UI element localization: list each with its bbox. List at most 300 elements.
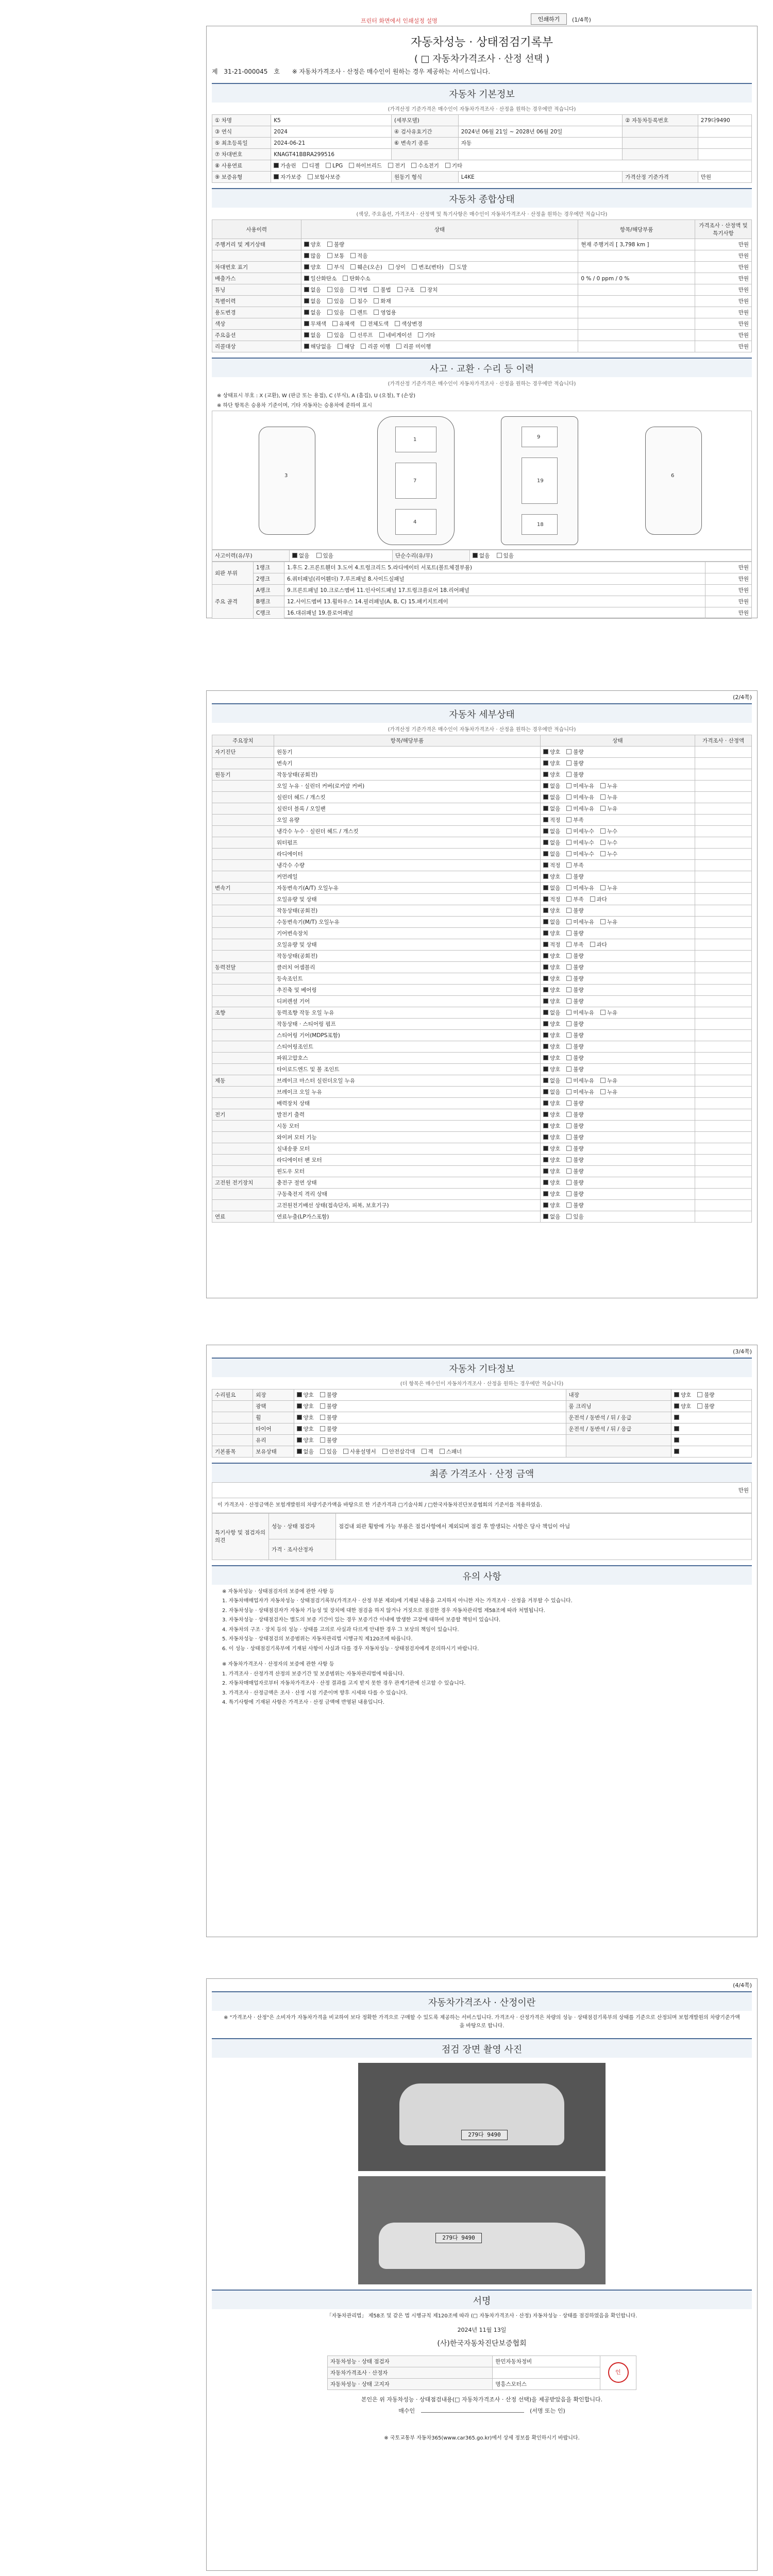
engine-label: 원동기 형식	[391, 172, 458, 183]
label-1: 1	[413, 437, 417, 443]
detail-item: 디퍼렌셜 기어	[274, 996, 541, 1007]
checkbox-icon	[566, 942, 572, 947]
checkbox-icon	[297, 1426, 302, 1431]
detail-price	[695, 849, 752, 860]
other-item: 유리	[253, 1435, 294, 1446]
detail-price	[695, 1189, 752, 1200]
detail-item: 실린더 블록 / 오일팬	[274, 803, 541, 815]
rank-items: 12.사이드멤버 13.휠하우스 14.필러패널(A, B, C) 15.패키지트레이	[284, 596, 705, 607]
basic-cell: KNAGT41BBRA299516	[271, 149, 392, 160]
checkbox-icon	[304, 276, 309, 281]
basic-cell: ⑥ 변속기 종류	[391, 138, 458, 149]
checkbox-icon	[600, 794, 606, 800]
detail-device: 원동기	[212, 769, 274, 781]
detail-status: 양호 불량	[541, 1166, 695, 1177]
checkbox-icon	[389, 264, 394, 269]
detail-device	[212, 792, 274, 803]
detail-device	[212, 849, 274, 860]
detail-device	[212, 1189, 274, 1200]
summary-detail	[578, 296, 695, 307]
page-2-counter: (2/4쪽)	[733, 694, 752, 701]
detail-status: 없음 미세누유 누유	[541, 1007, 695, 1019]
detail-status: 양호 불량	[541, 1155, 695, 1166]
detail-item: 실내송풍 모터	[274, 1143, 541, 1155]
notice-line: 4. 자동차의 구조 · 장치 등의 성능 · 상태를 고의로 사실과 다르게 안내한 경우 그 보상의 책임이 있습니다.	[222, 1626, 459, 1633]
signer-notifier-label: 자동차성능 · 상태 고지자	[328, 2378, 493, 2389]
checkbox-icon	[297, 1415, 302, 1420]
checkbox-icon	[379, 332, 384, 337]
checkbox-icon	[349, 163, 354, 168]
checkbox-icon	[600, 840, 606, 845]
summary-status: 양호 불량	[301, 239, 578, 250]
car-damage-diagram	[212, 411, 752, 550]
checkbox-icon	[543, 1089, 548, 1094]
detail-status: 양호 불량	[541, 1109, 695, 1121]
detail-status: 양호 불량	[541, 1064, 695, 1075]
detail-price	[695, 871, 752, 883]
notice-line: 2. 자동차성능 · 상태점검자가 자동차 기능성 및 장치에 대한 점검을 하지 않거나 거짓으로 점검한 경우 자동차관리법 제58조에 따라 처벌됩니다.	[222, 1607, 545, 1614]
checkbox-icon	[543, 1055, 548, 1060]
detail-status: 없음 미세누유 누유	[541, 883, 695, 894]
detail-item: 라디에이터	[274, 849, 541, 860]
checkbox-icon	[566, 1202, 572, 1208]
checkbox-icon	[445, 163, 450, 168]
notice-line: 5. 자동차성능 · 상태점검의 보증범위는 자동차관리법 시행규칙 제120조에 따릅니다.	[222, 1636, 413, 1642]
checkbox-icon	[320, 1449, 325, 1454]
checkbox-icon	[543, 760, 548, 766]
warranty-options: 자가보증 보험사보증	[271, 172, 392, 183]
accident-note: (가격산정 기준가격은 매수인이 자동차가격조사 · 산정을 원하는 경우에만 적습니다)	[388, 381, 576, 387]
checkbox-icon	[543, 749, 548, 754]
fuel-label: ⑧ 사용연료	[212, 160, 271, 172]
checkbox-icon	[543, 964, 548, 970]
checkbox-icon	[543, 942, 548, 947]
license-plate: 279다 9490	[461, 2130, 508, 2140]
other-item-2: 룸 크리닝	[566, 1401, 671, 1412]
detail-price	[695, 1098, 752, 1109]
detail-price	[695, 826, 752, 837]
detail-device	[212, 996, 274, 1007]
notice-line: ※ 자동차가격조사 · 산정자의 보증에 관한 사항 등	[222, 1662, 334, 1667]
other-group: 기본품목	[212, 1446, 253, 1458]
detail-status: 양호 불량	[541, 769, 695, 781]
other-item-2: 운전석 / 동반석 / 뒤 / 응급	[566, 1412, 671, 1423]
other-info-title: 자동차 기타정보	[212, 1358, 752, 1377]
summary-detail	[578, 307, 695, 318]
checkbox-icon	[327, 310, 332, 315]
checkbox-icon	[566, 817, 572, 822]
special-note-label: 특기사항 및 점검자의 의견	[212, 1513, 269, 1560]
checkbox-icon	[543, 1032, 548, 1038]
detail-price	[695, 758, 752, 769]
checkbox-icon	[566, 1157, 572, 1162]
detail-device	[212, 871, 274, 883]
checkbox-icon	[327, 264, 332, 269]
detail-device	[212, 758, 274, 769]
detail-price	[695, 951, 752, 962]
other-item: 광택	[253, 1401, 294, 1412]
detail-device	[212, 928, 274, 939]
detail-device	[212, 1132, 274, 1143]
checkbox-icon	[543, 862, 548, 868]
detail-price	[695, 894, 752, 905]
checkbox-icon	[566, 987, 572, 992]
checkbox-icon	[304, 298, 309, 303]
summary-detail	[578, 341, 695, 352]
checkbox-icon	[566, 1032, 572, 1038]
detail-device	[212, 1087, 274, 1098]
notice-body	[212, 1585, 752, 1658]
checkbox-icon	[566, 772, 572, 777]
detail-status: 양호 불량	[541, 1200, 695, 1211]
explain-text: ※ "가격조사 · 산정"은 소비자가 자동차가격을 비교하여 보다 정확한 가격으로 구매할 수 있도록 제공하는 서비스입니다. 가격조사 · 산정가격은 차량의 성능 · 상태점검기록부의 상태를 기준으로 산정되며 보험개발원의 차량기준가액을 바탕으로 합니다.	[224, 2015, 740, 2029]
rank-items: 16.대쉬패널 19.플로어패널	[284, 607, 705, 619]
notice-line: 3. 자동차성능 · 상태점검자는 별도의 보증 기간이 있는 경우 보증기간 이내에 발생한 고장에 대하여 보증할 책임이 있습니다.	[222, 1617, 501, 1623]
checkbox-icon	[566, 1100, 572, 1106]
signer-inspector-label: 자동차성능 · 상태 점검자	[328, 2355, 493, 2367]
label-9: 9	[537, 434, 541, 440]
detail-device	[212, 815, 274, 826]
detail-item: 타이로드엔드 및 볼 조인트	[274, 1064, 541, 1075]
basic-cell: 2024	[271, 126, 392, 138]
checkbox-icon	[388, 163, 393, 168]
checkbox-icon	[543, 874, 548, 879]
checkbox-icon	[600, 851, 606, 856]
rank-price: 만원	[705, 573, 752, 585]
detail-price	[695, 917, 752, 928]
price-inspector-opinion	[336, 1539, 752, 1560]
label-3: 3	[284, 473, 288, 479]
checkbox-icon	[543, 828, 548, 834]
checkbox-icon	[397, 287, 402, 292]
page-4-counter: (4/4쪽)	[733, 1982, 752, 1989]
basic-cell: 279다9490	[698, 115, 751, 126]
final-price-title: 최종 가격조사 · 산정 금액	[212, 1463, 752, 1482]
detail-device: 변속기	[212, 883, 274, 894]
checkbox-icon	[566, 749, 572, 754]
rank-table	[212, 562, 752, 619]
detail-status: 양호 불량	[541, 1098, 695, 1109]
summary-price: 만원	[695, 250, 752, 262]
checkbox-icon	[543, 817, 548, 822]
engine-value: L4KE	[458, 172, 623, 183]
notice-title: 유의 사항	[212, 1565, 752, 1585]
checkbox-icon	[543, 1044, 548, 1049]
checkbox-icon	[418, 332, 423, 337]
checkbox-icon	[374, 310, 379, 315]
checkbox-icon	[412, 264, 417, 269]
number-value: 31-21-000045	[224, 68, 268, 75]
checkbox-icon	[304, 332, 309, 337]
detail-item: 자동변속기(A/T) 오일누유	[274, 883, 541, 894]
notice-line: 1. 자동차매매업자가 자동차성능 · 상태점검기록부(가격조사 · 산정 부분 제외)에 기재된 내용을 고지하지 아니한 자는 가격조사 · 산정을 거부할 수 있습니다.	[222, 1598, 573, 1604]
summary-price: 만원	[695, 341, 752, 352]
other-item-2: 운전석 / 동반석 / 뒤 / 응급	[566, 1423, 671, 1435]
signer-price-name	[493, 2367, 600, 2378]
checkbox-icon	[566, 919, 572, 924]
checkbox-icon	[350, 264, 356, 269]
checkbox-icon	[600, 919, 606, 924]
page-3	[206, 1345, 758, 1937]
detail-device	[212, 1155, 274, 1166]
checkbox-icon	[421, 287, 426, 292]
detail-item: 구동축전지 격리 상태	[274, 1189, 541, 1200]
summary-status: 없음 있음 침수 화재	[301, 296, 578, 307]
basic-cell: ③ 연식	[212, 126, 271, 138]
checkbox-icon	[543, 1010, 548, 1015]
summary-detail	[578, 284, 695, 296]
other-status-2	[671, 1446, 751, 1458]
checkbox-icon	[350, 298, 356, 303]
label-6: 6	[671, 473, 675, 479]
rank-price: 만원	[705, 596, 752, 607]
detail-price	[695, 996, 752, 1007]
detail-price	[695, 962, 752, 973]
main-frame-label: 주요 골격	[212, 585, 254, 619]
checkbox-icon	[566, 794, 572, 800]
checkbox-icon	[600, 1078, 606, 1083]
detail-price	[695, 769, 752, 781]
checkbox-icon	[395, 321, 400, 326]
checkbox-icon	[543, 930, 548, 936]
checkbox-icon	[304, 242, 309, 247]
summary-item: 특별이력	[212, 296, 301, 307]
checkbox-icon	[566, 1168, 572, 1174]
detail-device	[212, 1064, 274, 1075]
inspection-photo-front	[358, 2063, 606, 2171]
detail-device: 전기	[212, 1109, 274, 1121]
label-7: 7	[413, 478, 417, 484]
detail-status: 양호 불량	[541, 1189, 695, 1200]
summary-item: 용도변경	[212, 307, 301, 318]
detail-device	[212, 1053, 274, 1064]
basic-cell	[391, 149, 458, 160]
detail-status: 양호 불량	[541, 1041, 695, 1053]
other-group: 수리필요	[212, 1389, 253, 1401]
checkbox-icon	[600, 1010, 606, 1015]
page-1	[206, 26, 758, 618]
detail-header: 주요장치	[212, 735, 274, 747]
checkbox-icon	[566, 851, 572, 856]
checkbox-icon	[566, 783, 572, 788]
detail-price	[695, 973, 752, 985]
notice-line: 6. 이 성능 · 상태점검기록부에 기재된 사항이 사실과 다를 경우 자동차성능 · 상태점검자에게 문의하시기 바랍니다.	[222, 1646, 479, 1652]
other-status: 양호 불량	[294, 1435, 566, 1446]
detail-item: 워터펌프	[274, 837, 541, 849]
checkbox-icon	[566, 1066, 572, 1072]
basic-info-table	[212, 114, 752, 183]
checkbox-icon	[396, 344, 401, 349]
detail-device	[212, 781, 274, 792]
signer-price-label: 자동차가격조사 · 산정자	[328, 2367, 493, 2378]
basic-cell	[698, 138, 751, 149]
detail-item: 기어변속장치	[274, 928, 541, 939]
checkbox-icon	[320, 1415, 325, 1420]
final-price-note: 이 가격조사 · 산정금액은 보험개발원의 차량기준가액을 바탕으로 한 기준가격과 □기술사회 / □한국자동차진단보증협회의 기준서를 적용하였음.	[212, 1498, 752, 1513]
basic-cell: ④ 검사유효기간	[391, 126, 458, 138]
detail-price	[695, 1030, 752, 1041]
warranty-label: ⑨ 보증유형	[212, 172, 271, 183]
checkbox-icon	[543, 1021, 548, 1026]
detail-status: 양호 불량	[541, 871, 695, 883]
detail-status: 없음 미세누유 누유	[541, 781, 695, 792]
inspector-opinion: 점검내 외관 횡방에 가능 부품은 점검사항에서 제외되며 점검 후 발생되는 사항은 당사 책임이 아님	[336, 1513, 752, 1539]
detail-device: 자기진단	[212, 747, 274, 758]
detail-device: 조향	[212, 1007, 274, 1019]
other-status: 양호 불량	[294, 1389, 566, 1401]
detail-price	[695, 985, 752, 996]
summary-item: 주요옵션	[212, 330, 301, 341]
status-legend: ※ 상태표시 부호 : X (교환), W (판금 또는 용접), C (부식), A (흠집), U (요철), T (손상)	[217, 393, 416, 399]
doc-subtitle: ( □ 자동차가격조사 · 산정 선택 )	[414, 54, 550, 64]
fuel-options: 가솔린 디젤 LPG 하이브리드 전기 수소전기 기타	[271, 160, 752, 172]
checkbox-icon	[600, 885, 606, 890]
detail-item: 동력조향 작동 오일 누유	[274, 1007, 541, 1019]
signer-table	[327, 2355, 636, 2390]
detail-status: 없음 미세누수 누수	[541, 826, 695, 837]
other-status-2	[671, 1435, 751, 1446]
detail-price	[695, 905, 752, 917]
checkbox-icon	[374, 287, 379, 292]
checkbox-icon	[697, 1403, 702, 1409]
checkbox-icon	[566, 1134, 572, 1140]
final-price-table	[212, 1482, 752, 1513]
summary-item: 리콜대상	[212, 341, 301, 352]
checkbox-icon	[361, 321, 366, 326]
checkbox-icon	[297, 1449, 302, 1454]
checkbox-icon	[600, 828, 606, 834]
detail-price	[695, 1143, 752, 1155]
detail-item: 시동 모터	[274, 1121, 541, 1132]
detail-item: 브레이크 마스터 실린더오일 누유	[274, 1075, 541, 1087]
print-setting-link[interactable]: 프린터 화면에서 인쇄설정 설명	[361, 18, 438, 24]
summary-price: 만원	[695, 273, 752, 284]
detail-header: 가격조사 · 산정액	[695, 735, 752, 747]
receiver-sign-field[interactable]	[421, 2412, 524, 2413]
summary-detail	[578, 330, 695, 341]
basic-cell: ② 자동차등록번호	[623, 115, 698, 126]
checkbox-icon	[566, 1214, 572, 1219]
detail-device	[212, 917, 274, 928]
checkbox-icon	[566, 840, 572, 845]
detail-status: 적정 부족 과다	[541, 939, 695, 951]
checkbox-icon	[543, 851, 548, 856]
detail-item: 추진축 및 베어링	[274, 985, 541, 996]
other-group	[212, 1435, 253, 1446]
checkbox-icon	[304, 264, 309, 269]
detail-item: 수동변속기(M/T) 오일누유	[274, 917, 541, 928]
checkbox-icon	[566, 874, 572, 879]
checkbox-icon	[543, 772, 548, 777]
detail-device	[212, 1098, 274, 1109]
detail-price	[695, 747, 752, 758]
rank-price: 만원	[705, 585, 752, 596]
checkbox-icon	[440, 1449, 445, 1454]
other-info-table	[212, 1389, 752, 1458]
checkbox-icon	[674, 1392, 679, 1397]
doc-title: 자동차성능 · 상태점검기록부	[410, 36, 553, 49]
print-button[interactable]: 인쇄하기	[531, 13, 567, 25]
checkbox-icon	[566, 896, 572, 902]
other-status: 양호 불량	[294, 1401, 566, 1412]
checkbox-icon	[332, 321, 338, 326]
checkbox-icon	[327, 253, 332, 258]
detail-title: 자동차 세부상태	[212, 703, 752, 723]
detail-price	[695, 815, 752, 826]
checkbox-icon	[350, 253, 356, 258]
detail-status: 양호 불량	[541, 1030, 695, 1041]
summary-status: 무채색 유채색 전체도색 색상변경	[301, 318, 578, 330]
checkbox-icon	[297, 1437, 302, 1443]
notice-line: 1. 가격조사 · 산정가격 산정의 보증기간 및 보증범위는 자동차관리법에 따릅니다.	[222, 1671, 405, 1677]
checkbox-icon	[566, 998, 572, 1004]
detail-status: 없음 미세누유 누유	[541, 792, 695, 803]
detail-status: 없음 미세누유 누유	[541, 1087, 695, 1098]
detail-price	[695, 792, 752, 803]
checkbox-icon	[304, 310, 309, 315]
checkbox-icon	[674, 1449, 679, 1454]
checkbox-icon	[566, 953, 572, 958]
checkbox-icon	[566, 1112, 572, 1117]
notice-line: 4. 특기사항에 기재된 사항은 가격조사 · 산정 금액에 반영된 내용입니다.	[222, 1700, 384, 1705]
detail-status: 양호 불량	[541, 996, 695, 1007]
photo-title: 점검 장면 촬영 사진	[212, 2038, 752, 2058]
checkbox-icon	[543, 840, 548, 845]
rank-name: 2랭크	[254, 573, 284, 585]
detail-status: 양호 불량	[541, 1143, 695, 1155]
checkbox-icon	[600, 806, 606, 811]
detail-item: 오일 누유 · 실린더 커버(로커암 커버)	[274, 781, 541, 792]
checkbox-icon	[566, 1146, 572, 1151]
detail-table	[212, 735, 752, 1223]
accident-history-value: 없음 있음	[290, 550, 393, 562]
summary-price: 만원	[695, 284, 752, 296]
detail-item: 윈도우 모터	[274, 1166, 541, 1177]
summary-detail	[578, 262, 695, 273]
detail-price	[695, 883, 752, 894]
detail-price	[695, 1166, 752, 1177]
checkbox-icon	[327, 242, 332, 247]
checkbox-icon	[422, 1449, 427, 1454]
detail-item: 라디에이터 팬 모터	[274, 1155, 541, 1166]
service-notice: ※ 자동차가격조사 · 산정은 매수인이 원하는 경우 제공하는 서비스입니다.	[292, 68, 491, 75]
checkbox-icon	[374, 298, 379, 303]
detail-device: 제동	[212, 1075, 274, 1087]
checkbox-icon	[361, 344, 366, 349]
summary-detail: 현재 주행거리 [ 3,798 km ]	[578, 239, 695, 250]
receive-text: 본인은 위 자동차성능 · 상태점검내용(□ 자동차가격조사 · 산정 선택)을 제공받았음을 확인합니다.	[361, 2396, 603, 2403]
detail-item: 냉각수 수량	[274, 860, 541, 871]
checkbox-icon	[543, 1134, 548, 1140]
accident-title: 사고 · 교환 · 수리 등 이력	[212, 358, 752, 377]
summary-item: 색상	[212, 318, 301, 330]
checkbox-icon	[566, 1044, 572, 1049]
detail-device	[212, 1041, 274, 1053]
other-info-note: (더 항목은 매수인이 자동차가격조사 · 산정을 원하는 경우에만 적습니다)	[400, 1381, 564, 1387]
detail-device	[212, 905, 274, 917]
number-label: 제	[212, 68, 218, 75]
sign-title: 서명	[212, 2290, 752, 2309]
detail-status: 적정 부족 과다	[541, 894, 695, 905]
detail-item: 스티어링조인트	[274, 1041, 541, 1053]
notice-line: ※ 자동차성능 · 상태점검자의 보증에 관한 사항 등	[222, 1588, 334, 1595]
checkbox-icon	[543, 1100, 548, 1106]
summary-item: 주행거리 및 계기상태	[212, 239, 301, 250]
checkbox-icon	[350, 310, 356, 315]
notice-line: 2. 자동차매매업자로부터 자동차가격조사 · 산정 결과를 고지 받지 못한 경우 관계기관에 신고할 수 있습니다.	[222, 1681, 466, 1686]
detail-status: 없음 미세누유 누유	[541, 803, 695, 815]
basic-cell	[623, 126, 698, 138]
